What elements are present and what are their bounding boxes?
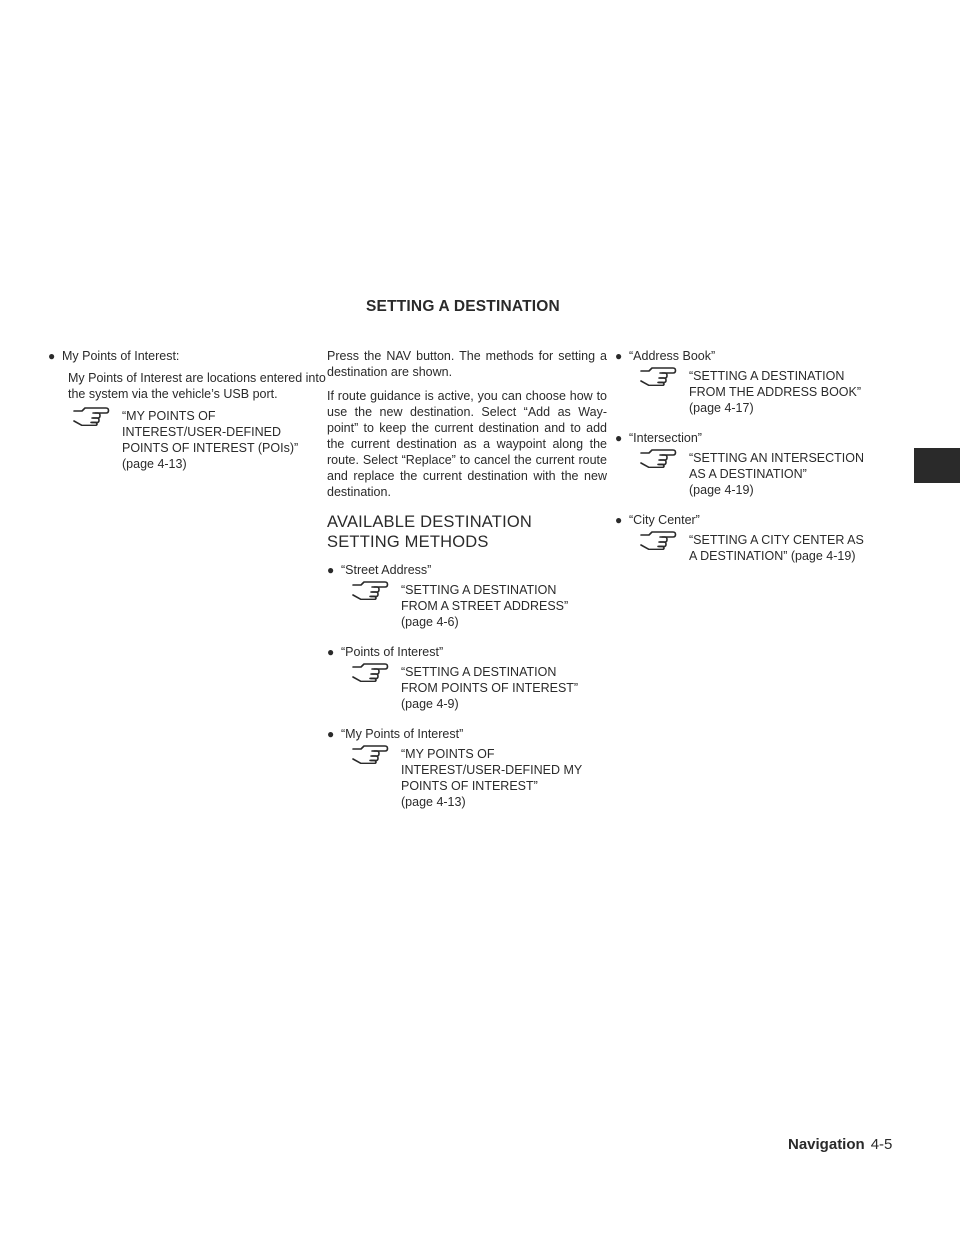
cross-reference-text: “SETTING A CITY CENTER AS A DESTINATION” (page 4-19) bbox=[689, 533, 864, 563]
column-right bbox=[615, 348, 905, 578]
pointing-hand-icon bbox=[639, 528, 679, 550]
cross-reference-text: “SETTING A DESTINATION FROM POINTS OF INTEREST” (page 4-9) bbox=[401, 665, 579, 711]
list-item-label: “Intersection” bbox=[629, 431, 702, 445]
cross-reference[interactable] bbox=[72, 408, 328, 472]
bullet-icon: ● bbox=[48, 349, 56, 363]
pointing-hand-icon bbox=[351, 578, 391, 600]
bullet-icon: ● bbox=[327, 563, 335, 577]
cross-reference[interactable] bbox=[351, 746, 607, 810]
paragraph: My Points of Interest are locations entered into the system via the vehicle’s USB port. bbox=[68, 371, 326, 401]
cross-reference[interactable] bbox=[351, 664, 607, 712]
list-item-label: “Address Book” bbox=[629, 349, 716, 363]
section-header: SETTING A DESTINATION bbox=[366, 298, 560, 315]
cross-reference-text: “SETTING AN INTERSECTION AS A DESTINATION” (page 4-19) bbox=[689, 451, 865, 497]
cross-reference-text: “SETTING A DESTINATION FROM A STREET ADDRESS” (page 4-6) bbox=[401, 583, 569, 629]
list-item bbox=[615, 430, 905, 446]
list-item-label: “Street Address” bbox=[341, 563, 432, 577]
cross-reference-text: “SETTING A DESTINATION FROM THE ADDRESS BOOK” (page 4-17) bbox=[689, 369, 862, 415]
pointing-hand-icon bbox=[351, 742, 391, 764]
chapter-tab bbox=[914, 448, 960, 483]
list-item bbox=[615, 512, 905, 528]
column-middle bbox=[327, 348, 607, 824]
list-item bbox=[48, 348, 328, 364]
footer-section-name: Navigation bbox=[788, 1136, 865, 1153]
list-item-label: “Points of Interest” bbox=[341, 645, 444, 659]
bullet-icon: ● bbox=[615, 513, 623, 527]
cross-reference-text: “MY POINTS OF INTEREST/USER-DEFINED MY POINTS OF INTEREST” (page 4-13) bbox=[401, 747, 583, 809]
page-footer bbox=[788, 1136, 892, 1153]
list-item-label: My Points of Interest: bbox=[62, 349, 180, 363]
list-item-label: “My Points of Interest” bbox=[341, 727, 464, 741]
cross-reference[interactable] bbox=[351, 582, 607, 630]
subheading: AVAILABLE DESTINATION SETTING METHODS bbox=[327, 513, 533, 551]
list-item-label: “City Center” bbox=[629, 513, 700, 527]
column-left bbox=[48, 348, 328, 486]
list-item bbox=[327, 726, 607, 742]
list-item bbox=[327, 562, 607, 578]
page-number: 4-5 bbox=[870, 1136, 893, 1153]
list-item bbox=[327, 644, 607, 660]
bullet-icon: ● bbox=[327, 645, 335, 659]
pointing-hand-icon bbox=[351, 660, 391, 682]
pointing-hand-icon bbox=[639, 364, 679, 386]
paragraph: Press the NAV button. The methods for setting a destination are shown. bbox=[327, 349, 607, 379]
list-item bbox=[615, 348, 905, 364]
pointing-hand-icon bbox=[72, 404, 112, 426]
cross-reference-text: “MY POINTS OF INTEREST/USER-DEFINED POINTS OF INTEREST (POIs)” (page 4-13) bbox=[122, 409, 299, 471]
cross-reference[interactable] bbox=[639, 368, 905, 416]
cross-reference[interactable] bbox=[639, 450, 905, 498]
cross-reference[interactable] bbox=[639, 532, 905, 564]
pointing-hand-icon bbox=[639, 446, 679, 468]
bullet-icon: ● bbox=[615, 431, 623, 445]
bullet-icon: ● bbox=[615, 349, 623, 363]
paragraph: If route guidance is active, you can choose how to use the new destination. Select “Add as Way-point” to keep the current destination and to add the current destination as a waypoint along the route. Select “Replace” to cancel the current route and replace the current destination with the new destination. bbox=[327, 389, 607, 499]
bullet-icon: ● bbox=[327, 727, 335, 741]
